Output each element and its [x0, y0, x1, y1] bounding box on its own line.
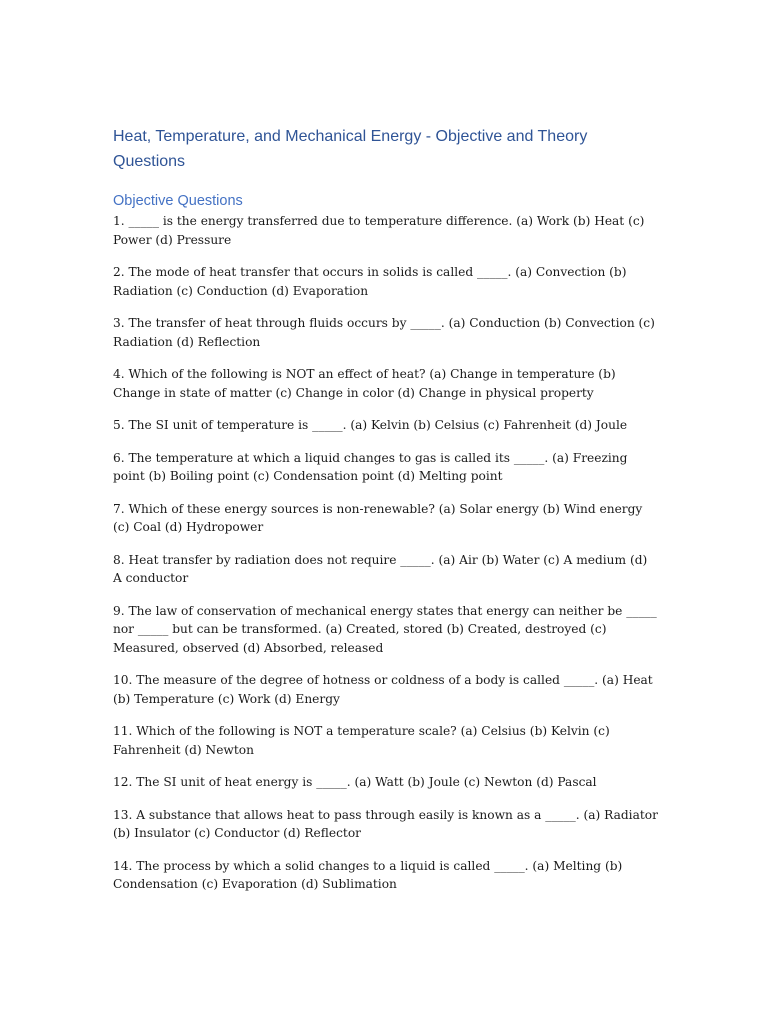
question-item: 7. Which of these energy sources is non-renewable? (a) Solar energy (b) Wind energy (c) Coal (d) Hydropower	[113, 501, 643, 534]
question-item: 13. A substance that allows heat to pass through easily is known as a _____. (a) Radiator (b) Insulator (c) Conductor (d) Reflector	[113, 807, 658, 840]
question-item: 1. _____ is the energy transferred due to temperature difference. (a) Work (b) Heat (c) Power (d) Pressure	[113, 214, 645, 247]
question-item: 9. The law of conservation of mechanical energy states that energy can neither be _____ nor _____ but can be transformed. (a) Created, stored (b) Created, destroyed (c) Measured, observed (d) Absorbed, released	[113, 603, 657, 655]
question-item: 10. The measure of the degree of hotness or coldness of a body is called _____. (a) Heat (b) Temperature (c) Work (d) Energy	[113, 673, 653, 706]
question-item: 11. Which of the following is NOT a temperature scale? (a) Celsius (b) Kelvin (c) Fahrenheit (d) Newton	[113, 724, 610, 757]
question-item: 12. The SI unit of heat energy is _____. (a) Watt (b) Joule (c) Newton (d) Pascal	[113, 775, 597, 789]
question-item: 6. The temperature at which a liquid changes to gas is called its _____. (a) Freezing point (b) Boiling point (c) Condensation point (d) Melting point	[113, 450, 628, 483]
question-item: 3. The transfer of heat through fluids occurs by _____. (a) Conduction (b) Convection (c) Radiation (d) Reflection	[113, 316, 655, 349]
question-list	[113, 212, 658, 894]
document-body	[113, 124, 658, 908]
question-item: 4. Which of the following is NOT an effect of heat? (a) Change in temperature (b) Change in state of matter (c) Change in color (d) Change in physical property	[113, 367, 616, 400]
document-title: Heat, Temperature, and Mechanical Energy - Objective and Theory Questions	[113, 128, 588, 170]
question-item: 8. Heat transfer by radiation does not require _____. (a) Air (b) Water (c) A medium (d) A conductor	[113, 552, 648, 585]
question-item: 14. The process by which a solid changes to a liquid is called _____. (a) Melting (b) Condensation (c) Evaporation (d) Sublimation	[113, 858, 623, 891]
question-item: 2. The mode of heat transfer that occurs in solids is called _____. (a) Convection (b) Radiation (c) Conduction (d) Evaporation	[113, 265, 627, 298]
section-heading-objective: Objective Questions	[113, 193, 243, 209]
question-item: 5. The SI unit of temperature is _____. (a) Kelvin (b) Celsius (c) Fahrenheit (d) Joule	[113, 418, 628, 432]
